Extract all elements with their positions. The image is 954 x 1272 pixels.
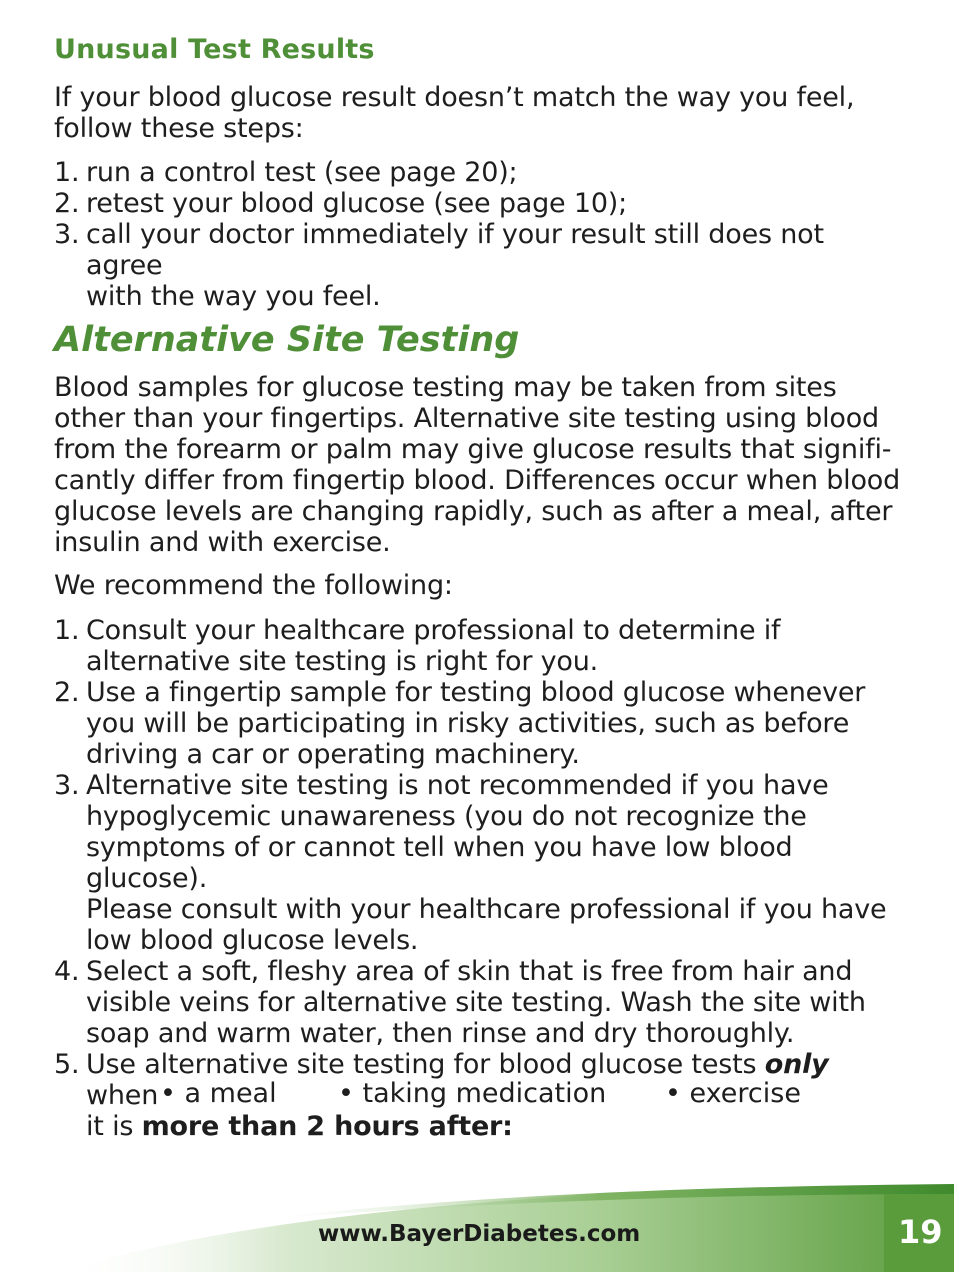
para-line: from the forearm or palm may give glucose results that signifi- bbox=[54, 434, 892, 465]
list-text: symptoms of or cannot tell when you have low blood glucose). bbox=[86, 832, 793, 894]
list-text: Consult your healthcare professional to determine if bbox=[86, 615, 781, 646]
list-number: 3. bbox=[54, 770, 80, 801]
list-text: run a control test (see page 20); bbox=[86, 157, 518, 188]
list-item bbox=[54, 188, 904, 219]
list-item bbox=[54, 615, 904, 677]
para-line: cantly differ from fingertip blood. Differences occur when blood bbox=[54, 465, 901, 496]
alternative-site-paragraph bbox=[54, 372, 900, 558]
list-text: when bbox=[86, 1080, 159, 1111]
list-item bbox=[54, 677, 904, 770]
list-number: 1. bbox=[54, 157, 80, 188]
bullet-medication: • taking medication bbox=[338, 1078, 607, 1109]
list-text: Use alternative site testing for blood glucose tests bbox=[86, 1049, 765, 1080]
page-number: 19 bbox=[898, 1213, 943, 1251]
list-text: call your doctor immediately if your result still does not agree bbox=[86, 219, 824, 281]
list-text: retest your blood glucose (see page 10); bbox=[86, 188, 628, 219]
list-text: hypoglycemic unawareness (you do not recognize the bbox=[86, 801, 807, 832]
para-line: glucose levels are changing rapidly, such as after a meal, after bbox=[54, 496, 893, 527]
list-number: 3. bbox=[54, 219, 80, 250]
para-line: Blood samples for glucose testing may be taken from sites bbox=[54, 372, 837, 403]
unusual-results-intro bbox=[54, 82, 854, 144]
unusual-results-steps bbox=[54, 157, 904, 312]
list-text: Use a fingertip sample for testing blood glucose whenever bbox=[86, 677, 866, 708]
list-text: low blood glucose levels. bbox=[86, 925, 419, 956]
para-line: insulin and with exercise. bbox=[54, 527, 391, 558]
footer-url: www.BayerDiabetes.com bbox=[318, 1221, 641, 1247]
list-item bbox=[54, 956, 904, 1049]
list-text: driving a car or operating machinery. bbox=[86, 739, 580, 770]
list-number: 2. bbox=[54, 188, 80, 219]
list-text: you will be participating in risky activities, such as before bbox=[86, 708, 850, 739]
recommendation-list bbox=[54, 615, 904, 1142]
emphasis-only: only bbox=[764, 1049, 829, 1080]
intro-line: follow these steps: bbox=[54, 113, 304, 144]
list-item bbox=[54, 219, 904, 312]
unusual-results-heading: Unusual Test Results bbox=[54, 34, 375, 65]
list-text: Select a soft, fleshy area of skin that is free from hair and bbox=[86, 956, 853, 987]
list-item bbox=[54, 157, 904, 188]
emphasis-hours: more than 2 hours after: bbox=[141, 1111, 513, 1142]
list-number: 2. bbox=[54, 677, 80, 708]
recommend-text: We recommend the following: bbox=[54, 570, 453, 601]
bullet-exercise: • exercise bbox=[665, 1078, 801, 1109]
list-text: soap and warm water, then rinse and dry thoroughly. bbox=[86, 1018, 795, 1049]
list-text: with the way you feel. bbox=[86, 281, 381, 312]
bullet-meal: • a meal bbox=[160, 1078, 277, 1109]
list-text: visible veins for alternative site testing. Wash the site with bbox=[86, 987, 866, 1018]
list-number: 4. bbox=[54, 956, 80, 987]
para-line: other than your fingertips. Alternative site testing using blood bbox=[54, 403, 879, 434]
list-text: Alternative site testing is not recommended if you have bbox=[86, 770, 829, 801]
list-text: alternative site testing is right for you. bbox=[86, 646, 598, 677]
list-item bbox=[54, 770, 904, 956]
list-text: Please consult with your healthcare professional if you have bbox=[86, 894, 887, 925]
intro-line: If your blood glucose result doesn’t match the way you feel, bbox=[54, 82, 855, 113]
alternative-site-heading: Alternative Site Testing bbox=[54, 320, 520, 360]
list-number: 1. bbox=[54, 615, 80, 646]
list-text: it is bbox=[86, 1111, 142, 1142]
list-number: 5. bbox=[54, 1049, 80, 1080]
